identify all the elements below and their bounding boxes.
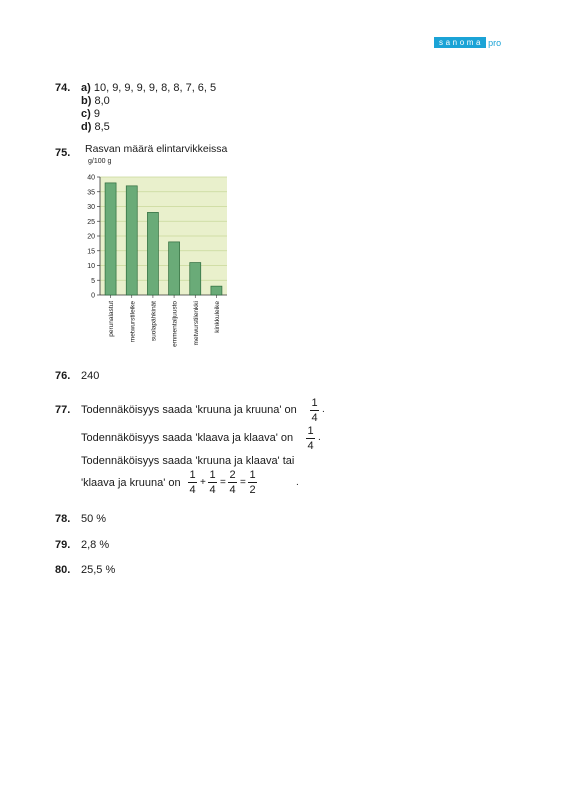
y-tick-label: 25	[87, 218, 95, 226]
plus-sign: +	[200, 477, 206, 488]
answer-74c: c) 9	[81, 108, 100, 120]
bar	[147, 212, 158, 295]
x-tick-label: metwurstileike	[129, 301, 137, 343]
answer-74a: a) 10, 9, 9, 9, 9, 8, 8, 7, 6, 5	[81, 82, 217, 94]
answer-80: 25,5 %	[81, 564, 116, 576]
answer-76: 240	[81, 370, 100, 382]
x-tick-label: kinkkuleike	[213, 301, 221, 333]
y-tick-label: 40	[87, 174, 95, 182]
period: .	[322, 404, 325, 415]
question-80-number: 80.	[55, 564, 71, 576]
fraction-two-quarters: 2 4	[229, 469, 236, 496]
answer-77-line4: 'klaava ja kruuna' on	[81, 477, 181, 489]
bar	[169, 242, 180, 295]
x-tick-label: metwurstilenkki	[192, 301, 200, 346]
answer-74b: b) 8,0	[81, 95, 110, 107]
bar	[126, 186, 137, 295]
bar	[190, 263, 201, 295]
y-tick-label: 20	[87, 233, 95, 241]
answer-78: 50 %	[81, 513, 107, 525]
period: .	[318, 432, 321, 443]
fraction-one-quarter: 1 4	[311, 397, 318, 424]
y-tick-label: 30	[87, 204, 95, 211]
answer-74d: d) 8,5	[81, 121, 110, 133]
fat-content-bar-chart	[80, 155, 255, 370]
question-75-number: 75.	[55, 147, 71, 159]
question-78-number: 78.	[55, 513, 71, 525]
y-tick-label: 35	[87, 189, 95, 197]
logo-suffix: pro	[488, 37, 502, 48]
fraction-one-quarter: 1 4	[189, 469, 196, 496]
x-tick-label: emmentaljuusto	[171, 301, 179, 347]
x-tick-label: perunalastut	[108, 301, 116, 337]
chart-title: Rasvan määrä elintarvikkeissa	[85, 143, 228, 155]
y-axis-label: g/100 g	[88, 158, 112, 165]
fraction-one-quarter: 1 4	[209, 469, 216, 496]
equals-sign: =	[220, 477, 226, 488]
bar	[105, 183, 116, 295]
answer-77-line1: Todennäköisyys saada 'kruuna ja kruuna' on	[81, 404, 297, 416]
answer-77-line2: Todennäköisyys saada 'klaava ja klaava' on	[81, 432, 294, 444]
y-tick-label: 0	[91, 292, 95, 300]
fraction-one-half: 1 2	[249, 469, 256, 496]
x-tick-label: suolapähkinät	[150, 301, 158, 342]
question-76-number: 76.	[55, 370, 71, 382]
answer-79: 2,8 %	[81, 539, 110, 551]
logo-brand: sanoma	[434, 37, 486, 48]
bar	[211, 286, 222, 295]
fraction-one-quarter: 1 4	[307, 425, 314, 452]
question-74-number: 74.	[55, 82, 71, 94]
question-77-number: 77.	[55, 404, 71, 416]
answer-77-line3: Todennäköisyys saada 'kruuna ja klaava' tai	[81, 455, 295, 467]
period: .	[296, 477, 299, 488]
y-tick-label: 10	[87, 263, 95, 270]
y-tick-label: 5	[91, 277, 95, 285]
y-tick-label: 15	[87, 248, 95, 256]
sanoma-pro-logo	[434, 37, 501, 48]
question-79-number: 79.	[55, 539, 71, 551]
equals-sign: =	[240, 477, 246, 488]
